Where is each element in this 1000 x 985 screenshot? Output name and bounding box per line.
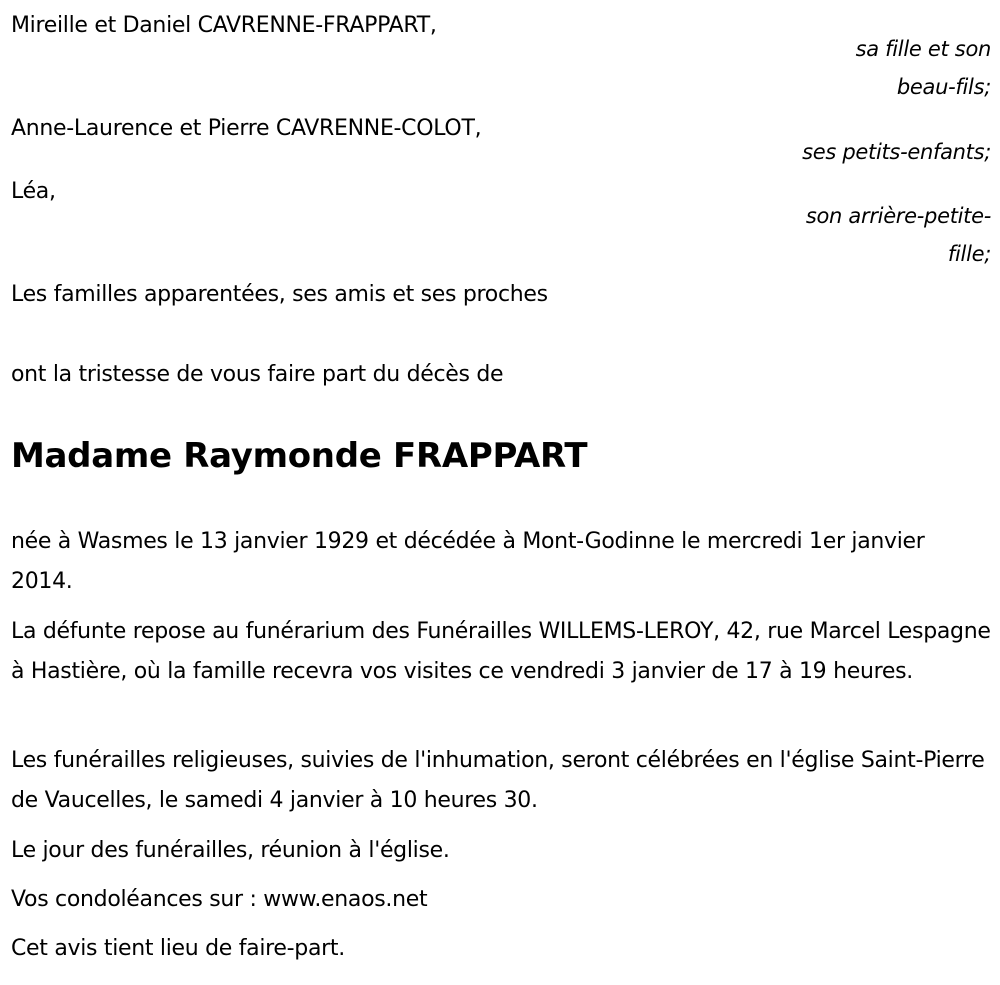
- closing-note: Cet avis tient lieu de faire-part.: [11, 936, 345, 961]
- family-relation-1: [731, 30, 991, 106]
- relation-line: sa fille et son: [855, 37, 991, 61]
- relation-line: ses petits-enfants;: [802, 140, 991, 164]
- deceased-name: Madame Raymonde FRAPPART: [11, 436, 588, 476]
- family-names-2: Anne-Laurence et Pierre CAVRENNE-COLOT,: [11, 116, 482, 141]
- family-relation-2: [731, 133, 991, 171]
- condolences-info: Vos condoléances sur : www.enaos.net: [11, 887, 428, 912]
- relation-line: beau-fils;: [896, 75, 991, 99]
- meeting-info: Le jour des funérailles, réunion à l'église.: [11, 838, 450, 863]
- funeral-ceremony-details: Les funérailles religieuses, suivies de l'inhumation, seront célébrées en l'église Saint-Pierre de Vaucelles, le samedi 4 janvier à 10 heures 30.: [11, 748, 985, 813]
- funerarium-details: La défunte repose au funérarium des Funérailles WILLEMS-LEROY, 42, rue Marcel Lespagne à Hastière, où la famille recevra vos visites ce vendredi 3 janvier de 17 à 19 heures.: [11, 619, 991, 684]
- family-names-1: Mireille et Daniel CAVRENNE-FRAPPART,: [11, 13, 437, 38]
- relation-line: son arrière-petite-: [805, 204, 991, 228]
- relation-line: fille;: [947, 242, 991, 266]
- family-names-3: Léa,: [11, 179, 56, 204]
- relatives-line: Les familles apparentées, ses amis et ses proches: [11, 282, 548, 307]
- birth-death-details: née à Wasmes le 13 janvier 1929 et décédée à Mont-Godinne le mercredi 1er janvier 2014.: [11, 529, 925, 594]
- announcement-line: ont la tristesse de vous faire part du décès de: [11, 362, 504, 387]
- family-relation-3: [731, 197, 991, 273]
